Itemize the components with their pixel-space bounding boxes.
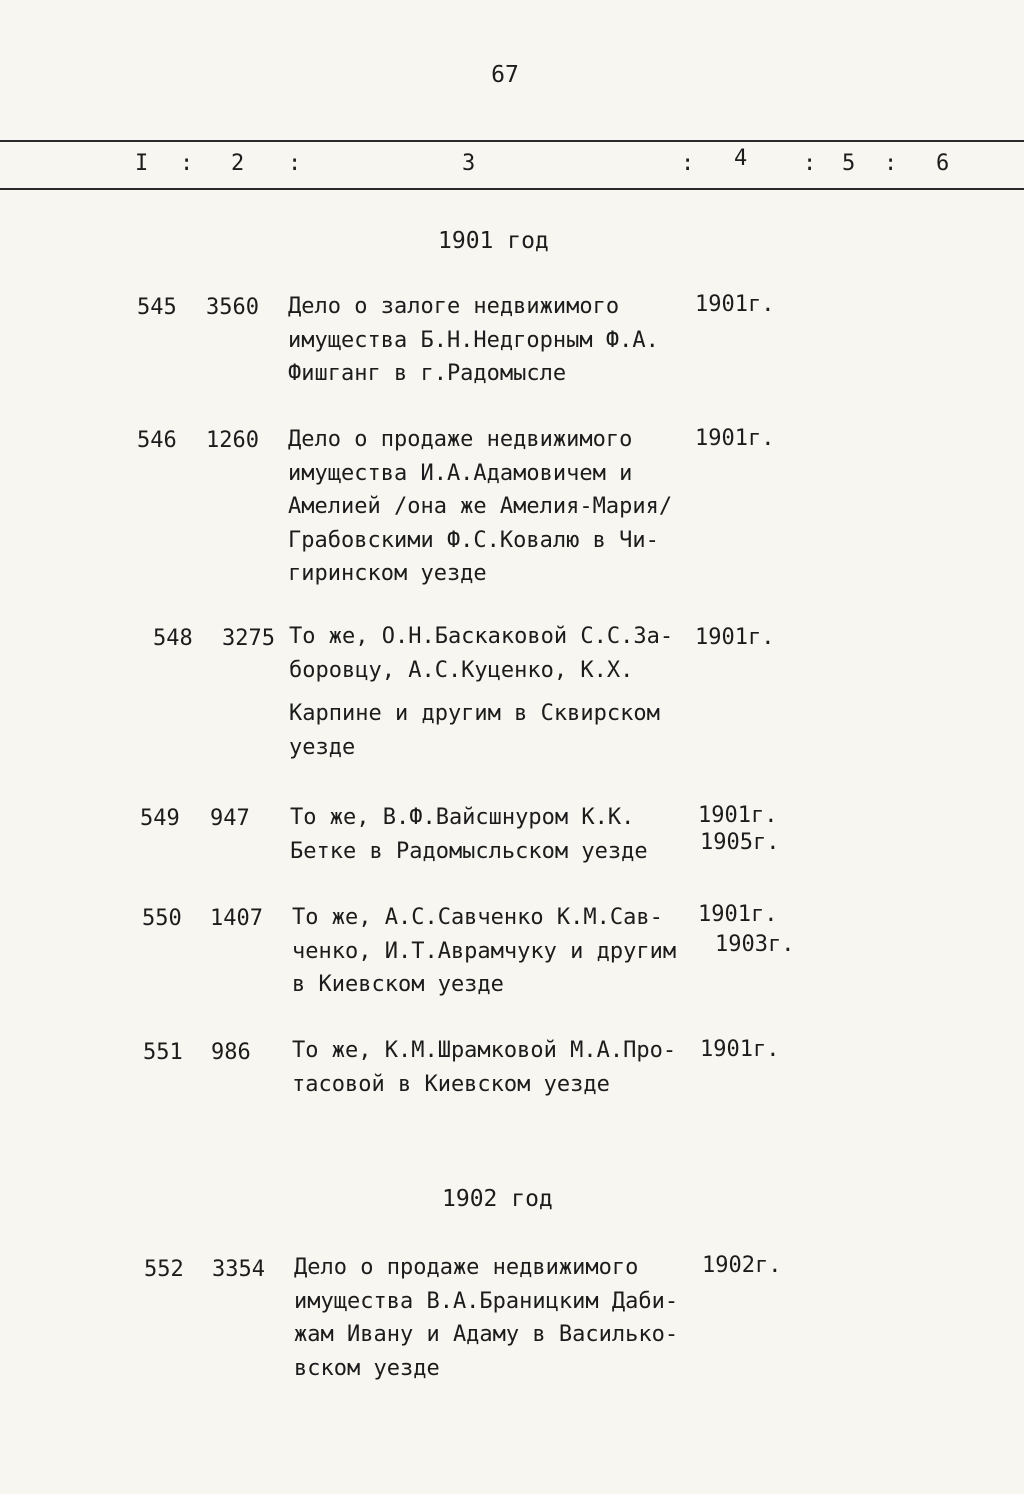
description-line: То же, А.С.Савченко К.М.Сав-	[292, 905, 663, 930]
entry-code: 1407	[210, 906, 263, 931]
description-line: имущества В.А.Браницким Даби-	[294, 1288, 679, 1314]
entry-date: 1903г.	[715, 932, 795, 957]
column-separator: :	[180, 151, 194, 176]
entry-date: 1901г.	[698, 902, 778, 927]
entry-date: 1902г.	[702, 1253, 782, 1278]
entry-date: 1901г.	[700, 1037, 780, 1062]
column-separator: :	[288, 151, 302, 176]
entry-code: 3354	[212, 1257, 265, 1282]
description-line: уезде	[289, 734, 356, 760]
header-rule-bottom	[0, 188, 1024, 190]
entry-date: 1901г.	[695, 292, 775, 317]
description-line: То же, К.М.Шрамковой М.А.Про-	[292, 1038, 677, 1063]
description-line: вском уезде	[294, 1355, 440, 1381]
column-separator: :	[681, 151, 695, 176]
description-line: Амелией /она же Амелия-Мария/	[288, 494, 673, 519]
description-line: Карпине и другим в Сквирском	[289, 701, 660, 726]
entry-description-continued	[289, 697, 660, 764]
description-line: Фишганг в г.Радомысле	[288, 361, 567, 386]
description-line: Дело о продаже недвижимого	[294, 1255, 639, 1280]
description-line: гиринском уезде	[288, 561, 487, 586]
entry-description	[288, 290, 659, 391]
entry-number: 550	[142, 906, 182, 931]
entry-number: 551	[143, 1040, 183, 1065]
year-heading: 1901 год	[438, 228, 549, 254]
entry-description	[294, 1251, 678, 1385]
column-separator: :	[884, 151, 898, 176]
description-line: Дело о продаже недвижимого	[288, 427, 633, 452]
column-header-6: 6	[936, 151, 950, 176]
year-heading: 1902 год	[442, 1186, 553, 1212]
entry-code: 3275	[222, 626, 275, 651]
description-line: ченко, И.Т.Аврамчуку и другим	[292, 938, 677, 964]
page-number: 67	[491, 62, 519, 88]
entry-number: 552	[144, 1257, 184, 1282]
entry-description	[292, 1034, 676, 1101]
description-line: боровцу, А.С.Куценко, К.Х.	[289, 657, 634, 683]
header-rule-top	[0, 140, 1024, 142]
entry-date: 1905г.	[700, 830, 780, 855]
entry-date: 1901г.	[695, 426, 775, 451]
column-header-3: 3	[462, 151, 476, 176]
column-separator: :	[803, 151, 817, 176]
entry-number: 548	[153, 626, 193, 651]
column-header-1: I	[135, 151, 149, 176]
description-line: в Киевском уезде	[292, 972, 504, 997]
entry-date: 1901г.	[695, 625, 775, 650]
description-line: Бетке в Радомысльском уезде	[290, 838, 648, 864]
entry-code: 986	[211, 1040, 251, 1065]
entry-code: 3560	[206, 295, 259, 320]
description-line: имущества И.А.Адамовичем и	[288, 460, 633, 486]
entry-number: 545	[137, 295, 177, 320]
description-line: имущества Б.Н.Недгорным Ф.А.	[288, 327, 659, 353]
description-line: Дело о залоге недвижимого	[288, 294, 620, 319]
entry-description	[289, 620, 673, 687]
entry-description	[292, 901, 676, 1002]
column-header-5: 5	[842, 151, 856, 176]
entry-code: 1260	[206, 428, 259, 453]
entry-number: 549	[140, 806, 180, 831]
entry-number: 546	[137, 428, 177, 453]
column-header-2: 2	[231, 151, 245, 176]
description-line: То же, О.Н.Баскаковой С.С.За-	[289, 624, 674, 649]
entry-code: 947	[210, 806, 250, 831]
description-line: тасовой в Киевском уезде	[292, 1071, 610, 1097]
entry-date: 1901г.	[698, 803, 778, 828]
column-header-4: 4	[734, 146, 748, 171]
entry-description	[290, 801, 648, 868]
entry-description	[288, 423, 672, 591]
description-line: То же, В.Ф.Вайсшнуром К.К.	[290, 805, 635, 830]
description-line: Грабовскими Ф.С.Ковалю в Чи-	[288, 527, 659, 553]
description-line: жам Ивану и Адаму в Василько-	[294, 1322, 679, 1347]
